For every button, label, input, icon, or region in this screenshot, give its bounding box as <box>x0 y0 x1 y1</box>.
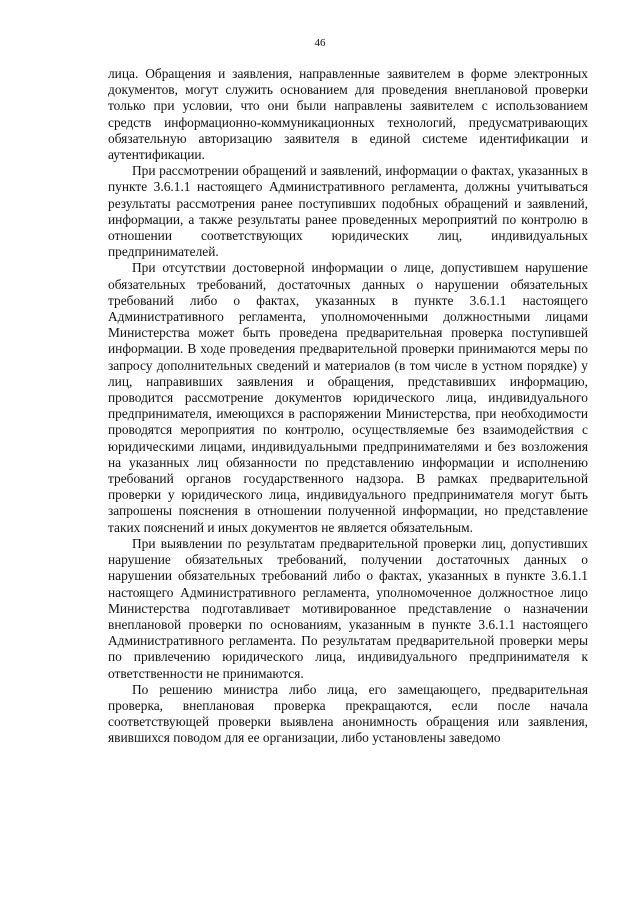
paragraph-2: При рассмотрении обращений и заявлений, информации о фактах, указанных в пункте 3.6.1.1 настоящего Административного регламента, должны учитываться результаты рассмотрения ранее поступивших подобных обращений и заявлений, информации, а также результаты ранее проведенных мероприятий по контролю в отношении соответствующих юридических лиц, индивидуальных предпринимателей. <box>108 163 588 260</box>
paragraph-4: При выявлении по результатам предварительной проверки лиц, допустивших нарушение обязательных требований, получении достаточных данных о нарушении обязательных требований либо о фактах, указанных в пункте 3.6.1.1 настоящего Административного регламента, уполномоченное должностное лицо Министерства подготавливает мотивированное представление о назначении внеплановой проверки по основаниям, указанным в пункте 3.6.1.1 настоящего Административного регламента. По результатам предварительной проверки меры по привлечению юридического лица, индивидуального предпринимателя к ответственности не принимаются. <box>108 535 588 681</box>
page-number: 46 <box>314 37 326 49</box>
paragraph-1: лица. Обращения и заявления, направленные заявителем в форме электронных документов, могут служить основанием для проведения внеплановой проверки только при условии, что они были направлены заявителем с использованием средств информационно-коммуникационных технологий, предусматривающих обязательную авторизацию заявителя в единой системе идентификации и аутентификации. <box>108 66 588 163</box>
paragraph-5: По решению министра либо лица, его замещающего, предварительная проверка, внеплановая проверка прекращаются, если после начала соответствующей проверки выявлена анонимность обращения или заявления, явившихся поводом для ее организации, либо установлены заведомо <box>108 681 588 746</box>
paragraph-3: При отсутствии достоверной информации о лице, допустившем нарушение обязательных требований, достаточных данных о нарушении обязательных требований либо о фактах, указанных в пункте 3.6.1.1 настоящего Административного регламента, уполномоченными должностными лицами Министерства может быть проведена предварительная проверка поступившей информации. В ходе проведения предварительной проверки принимаются меры по запросу дополнительных сведений и материалов (в том числе в устном порядке) у лиц, направивших заявления и обращения, представивших информацию, проводится рассмотрение документов юридического лица, индивидуального предпринимателя, имеющихся в распоряжении Министерства, при необходимости проводятся мероприятия по контролю, осуществляемые без взаимодействия с юридическими лицами, индивидуальными предпринимателями и без возложения на указанных лиц обязанности по представлению информации и исполнению требований органов государственного надзора. В рамках предварительной проверки у юридического лица, индивидуального предпринимателя могут быть запрошены пояснения в отношении полученной информации, но представление таких пояснений и иных документов не является обязательным. <box>108 260 588 535</box>
document-body <box>108 66 588 747</box>
